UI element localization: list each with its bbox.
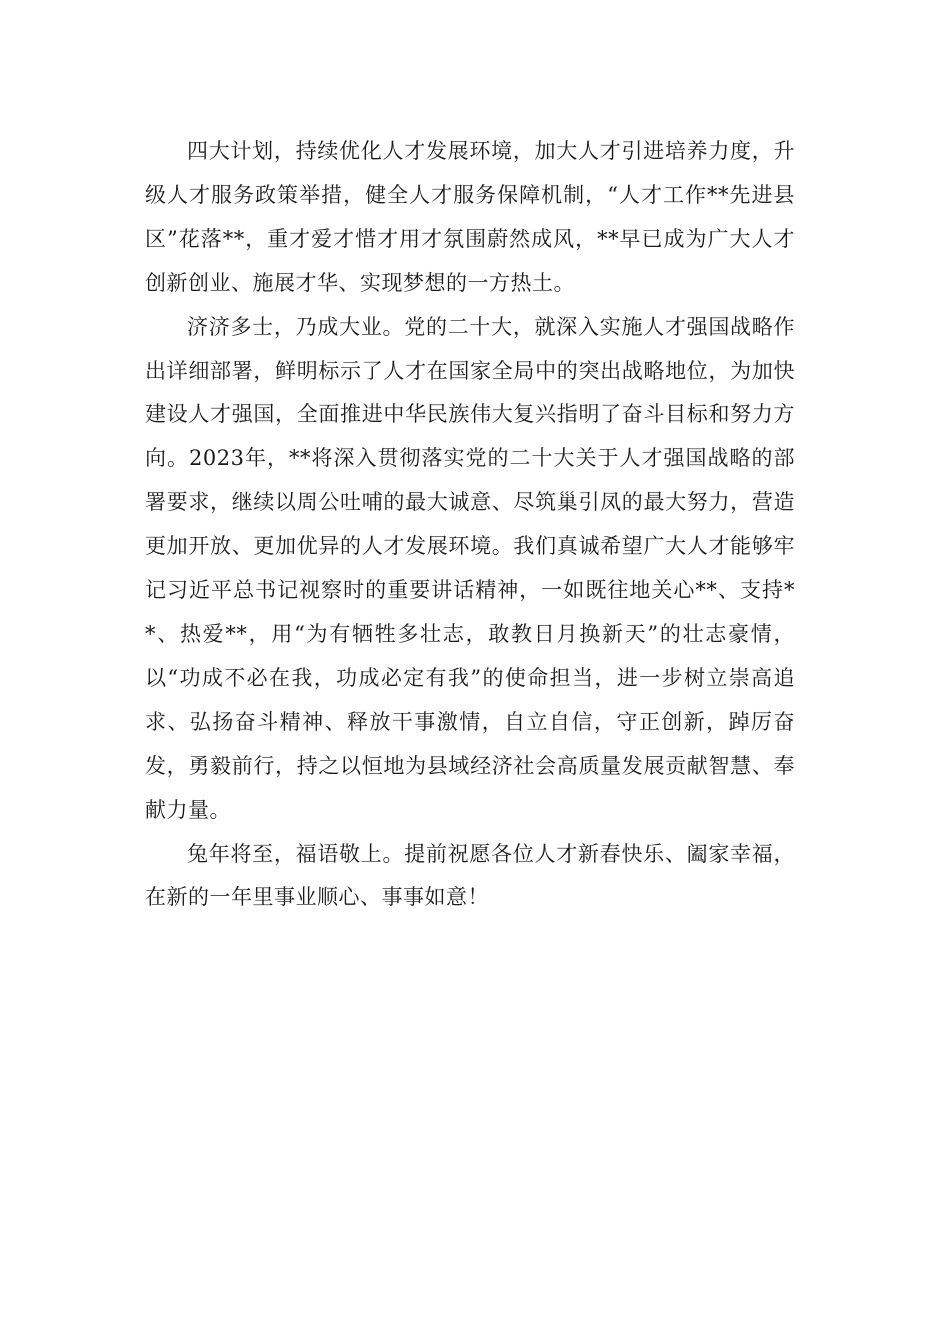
document-page [145,130,795,920]
paragraph-3: 兔年将至，福语敬上。提前祝愿各位人才新春快乐、阖家幸福，在新的一年里事业顺心、事事如意！ [145,841,795,910]
paragraph-1: 四大计划，持续优化人才发展环境，加大人才引进培养力度，升级人才服务政策举措，健全人才服务保障机制，“人才工作**先进县区”花落**，重才爱才惜才用才氛围蔚然成风，**早已成为广大人才创新创业、施展才华、实现梦想的一方热土。 [145,139,795,295]
paragraph-2: 济济多士，乃成大业。党的二十大，就深入实施人才强国战略作出详细部署，鲜明标示了人才在国家全局中的突出战略地位，为加快建设人才强国，全面推进中华民族伟大复兴指明了奋斗目标和努力方向。2023年，**将深入贯彻落实党的二十大关于人才强国战略的部署要求，继续以周公吐哺的最大诚意、尽筑巢引凤的最大努力，营造更加开放、更加优异的人才发展环境。我们真诚希望广大人才能够牢记习近平总书记视察时的重要讲话精神，一如既往地关心**、支持**、热爱**，用“为有牺牲多壮志，敢教日月换新天”的壮志豪情，以“功成不必在我，功成必定有我”的使命担当，进一步树立崇高追求、弘扬奋斗精神、释放干事激情，自立自信，守正创新，踔厉奋发，勇毅前行，持之以恒地为县域经济社会高质量发展贡献智慧、奉献力量。 [145,314,795,822]
